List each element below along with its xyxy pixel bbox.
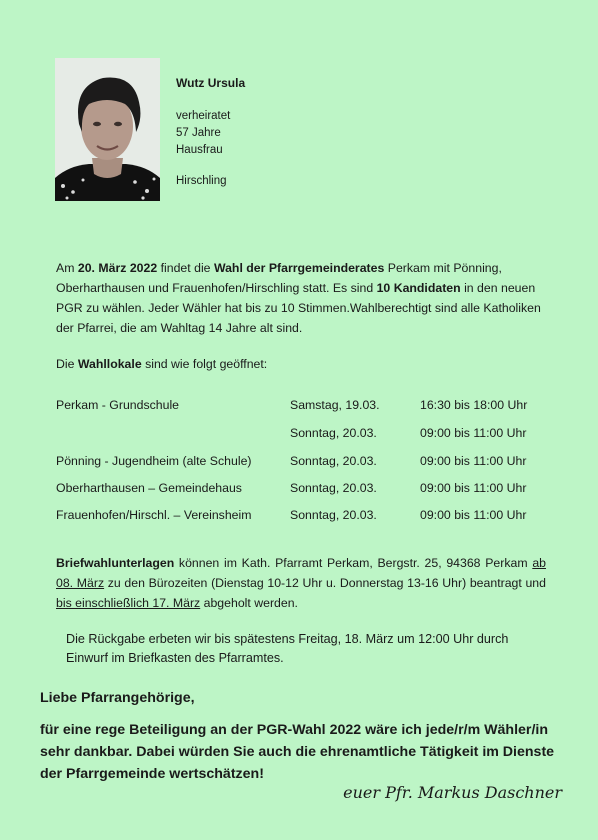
candidate-place: Hirschling [176, 175, 227, 187]
polling-time: 09:00 bis 11:00 Uhr [420, 508, 527, 522]
greeting-body: für eine rege Beteiligung an der PGR-Wahl 2022 wäre ich jede/r/m Wähler/in sehr dankbar. Dabei würden Sie auch die ehrenamtliche Tätigkeit im Dienste der Pfarrgemeinde wertschätzen! [40, 722, 555, 782]
polling-day: Sonntag, 20.03. [290, 426, 377, 440]
polling-row [56, 454, 546, 474]
polling-time: 09:00 bis 11:00 Uhr [420, 454, 527, 468]
candidate-photo [55, 58, 160, 201]
polling-day: Samstag, 19.03. [290, 398, 380, 412]
polling-time: 09:00 bis 11:00 Uhr [420, 481, 527, 495]
signature: euer Pfr. Markus Daschner [343, 783, 562, 802]
greeting-salutation: Liebe Pfarrangehörige, [40, 690, 195, 706]
candidate-name: Wutz Ursula [176, 76, 246, 90]
polling-time: 09:00 bis 11:00 Uhr [420, 426, 527, 440]
portrait-image [55, 58, 160, 201]
polling-day: Sonntag, 20.03. [290, 508, 377, 522]
intro-text-1: Am [56, 261, 78, 275]
intro-text-2: findet die [157, 261, 214, 275]
candidate-info [176, 75, 245, 190]
polling-place: Oberharthausen – Gemeindehaus [56, 481, 242, 495]
rueckgabe-paragraph: Die Rückgabe erbeten wir bis spätestens Freitag, 18. März um 12:00 Uhr durch Einwurf im Briefkasten des Pfarramtes. [66, 632, 509, 665]
polling-row [56, 481, 546, 501]
election-date: 20. März 2022 [77, 261, 158, 275]
briefwahl-text-3: abgeholt werden. [200, 596, 298, 610]
polling-time: 16:30 bis 18:00 Uhr [420, 398, 528, 412]
intro-paragraph [56, 258, 546, 338]
polling-row [56, 398, 546, 418]
briefwahl-text-2: zu den Bürozeiten (Dienstag 10-12 Uhr u. Donnerstag 13-16 Uhr) beantragt und [104, 576, 546, 590]
election-name: Wahl der Pfarrgemeinderates [213, 261, 385, 275]
lokale-heading-text-1: Die [56, 357, 78, 371]
briefwahl-heading: Briefwahlunterlagen [56, 556, 175, 570]
lokale-heading-word: Wahllokale [77, 357, 142, 371]
polling-day: Sonntag, 20.03. [290, 481, 377, 495]
candidate-occupation: Hausfrau [176, 144, 223, 156]
polling-row [56, 508, 546, 528]
lokale-heading-text-2: sind wie folgt geöffnet: [141, 357, 268, 371]
briefwahl-text-1: können im Kath. Pfarramt Perkam, Bergstr. 25, 94368 Perkam [174, 556, 533, 570]
greeting-block [40, 687, 560, 785]
briefwahl-start-date: ab 08. März [56, 556, 546, 590]
candidate-count: 10 Kandidaten [376, 281, 461, 295]
briefwahl-end-date: bis einschließlich 17. März [56, 596, 201, 610]
polling-row [56, 426, 546, 446]
candidate-status: verheiratet [176, 110, 231, 122]
polling-place: Frauenhofen/Hirschl. – Vereinsheim [56, 508, 252, 522]
briefwahl-paragraph [56, 553, 546, 613]
polling-day: Sonntag, 20.03. [290, 454, 377, 468]
intro-text-4: in den neuen PGR zu wählen. Jeder Wähler hat bis zu 10 Stimmen.Wahlberechtigt sind alle Katholiken der Pfarrei, die am Wahltag 14 Jahre alt sind. [56, 281, 541, 335]
polling-place: Perkam - Grundschule [56, 398, 180, 412]
intro-text-3: Perkam mit Pönning, Oberharthausen und Frauenhofen/Hirschling statt. Es sind [56, 261, 502, 295]
candidate-age: 57 Jahre [176, 127, 221, 139]
lokale-heading [56, 357, 267, 371]
polling-place: Pönning - Jugendheim (alte Schule) [56, 454, 252, 468]
